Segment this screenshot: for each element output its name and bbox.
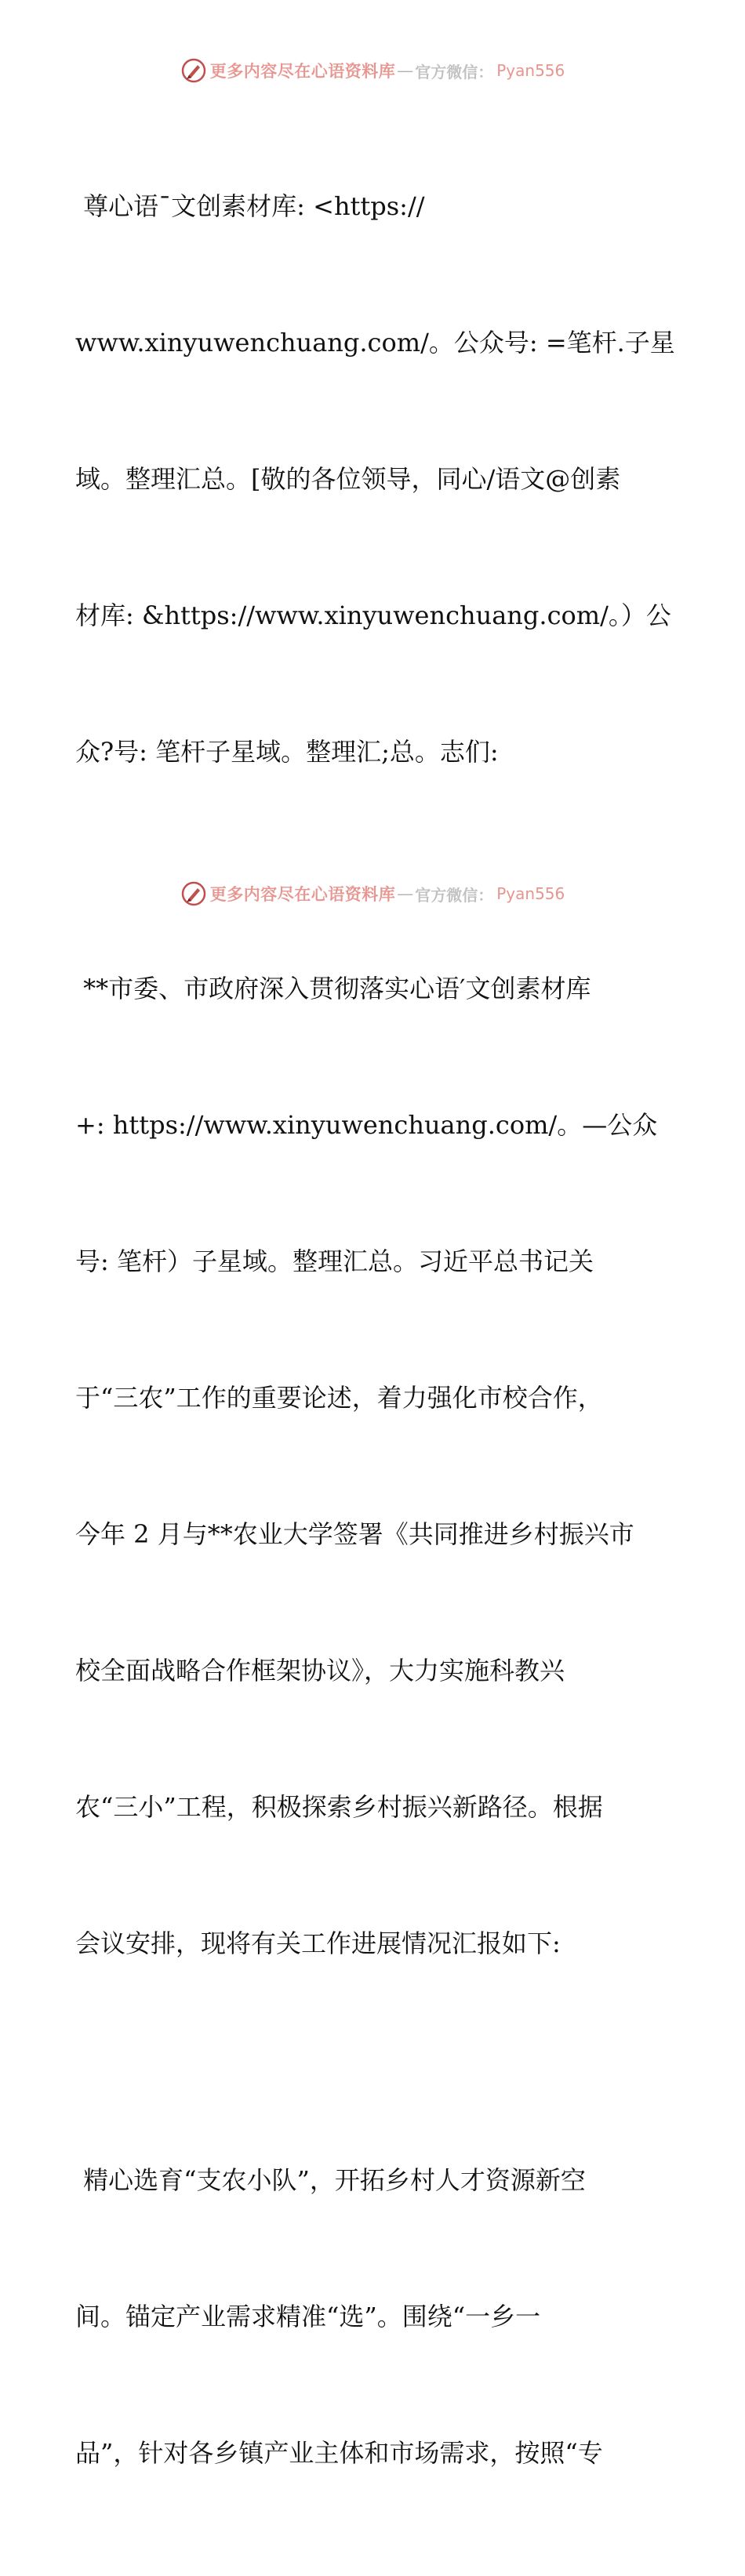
text-line: 域。整理汇总。[敬的各位领导，同心/语文@创素	[75, 464, 621, 494]
text-line: 品”，针对各乡镇产业主体和市场需求，按照“专	[75, 2438, 603, 2468]
watermark-dash: —	[397, 61, 414, 80]
paragraph-2	[75, 875, 671, 2057]
text-line: 精心选育“支农小队”，开拓乡村人才资源新空	[75, 2165, 586, 2195]
header-watermark	[0, 55, 745, 86]
text-line: 间。锚定产业需求精准“选”。围绕“一乡一	[75, 2302, 541, 2331]
text-line: 众?号: 笔杆子星域。整理汇;总。志们:	[75, 737, 499, 767]
watermark-dash: —	[397, 884, 414, 903]
pen-nib-logo-icon	[180, 880, 207, 907]
text-line: **市委、市政府深入贯彻落实心语′文创素材库	[75, 974, 591, 1003]
document-body	[75, 93, 675, 2576]
text-line: 尊心语¯文创素材库: <https://	[75, 191, 425, 221]
text-line: 号: 笔杆）子星域。整理汇总。习近平总书记关	[75, 1246, 594, 1276]
text-line: www.xinyuwenchuang.com/。公众号: =笔杆.子星	[75, 328, 675, 357]
text-line: 材库: &https://www.xinyuwenchuang.com/。）公	[75, 600, 671, 630]
watermark-wechat-id: Pyan556	[496, 884, 565, 903]
text-line: 校全面战略合作框架协议》，大力实施科教兴	[75, 1656, 565, 1685]
watermark-brand-text: 更多内容尽在心语资料库	[209, 884, 396, 904]
watermark-brand-text: 更多内容尽在心语资料库	[209, 61, 396, 81]
text-line: +: https://www.xinyuwenchuang.com/。—公众	[75, 1110, 658, 1140]
text-line: 于“三农”工作的重要论述，着力强化市校合作，	[75, 1383, 603, 1413]
paragraph-1	[75, 93, 675, 865]
footer-watermark	[0, 878, 745, 909]
text-line: 农“三小”工程，积极探索乡村振兴新路径。根据	[75, 1792, 603, 1822]
text-line: 今年 2 月与**农业大学签署《共同推进乡村振兴市	[75, 1519, 634, 1549]
paragraph-3	[75, 2066, 671, 2567]
watermark-wechat-label: 官方微信：	[415, 885, 494, 905]
watermark-wechat-id: Pyan556	[496, 61, 565, 80]
pen-nib-logo-icon	[180, 57, 207, 84]
watermark-wechat-label: 官方微信：	[415, 62, 494, 82]
text-line: 会议安排，现将有关工作进展情况汇报如下:	[75, 1928, 561, 1958]
